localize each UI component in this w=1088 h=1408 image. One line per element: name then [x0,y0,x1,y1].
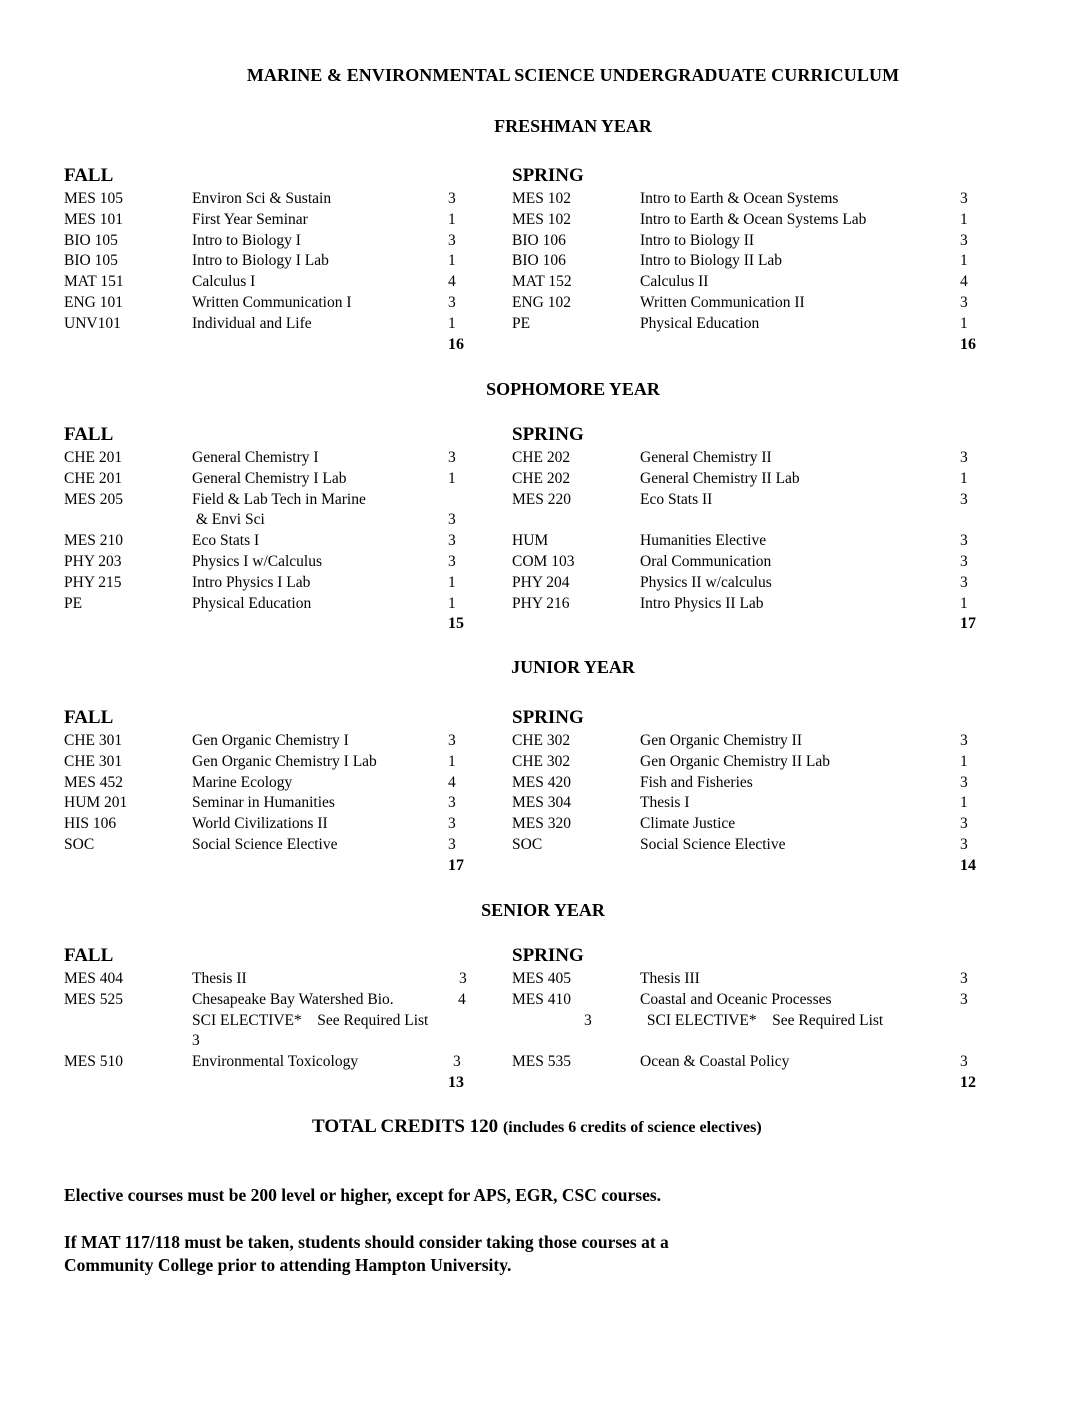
course-credits: 1 [960,469,968,487]
course-title: Humanities Elective [640,532,767,550]
course-code: CHE 301 [64,732,123,749]
course-title: Marine Ecology [192,773,293,791]
course-title: Environmental Toxicology [192,1053,359,1071]
course-code: MES 220 [512,490,571,508]
course-credits: 3 [448,190,456,207]
course-title: & Envi Sci [192,511,265,529]
year-heading: SENIOR YEAR [481,900,605,920]
course-code: MAT 151 [64,273,124,291]
course-code: UNV101 [64,314,121,332]
course-credits: 1 [448,573,456,591]
course-code: PHY 215 [64,573,122,591]
course-credits: 3 [960,815,968,833]
course-title: Written Communication I [192,294,352,311]
course-code: HIS 106 [64,815,117,833]
course-title: Intro to Earth & Ocean Systems Lab [640,210,867,228]
course-title: Intro to Biology I [192,231,301,249]
course-code: MES 452 [64,773,123,791]
course-credits: 1 [960,314,968,332]
course-credits: 3 [960,1053,968,1071]
course-code: PHY 204 [512,573,570,591]
course-code: MES 420 [512,773,571,791]
course-title: Physics I w/Calculus [192,553,323,570]
course-title: Eco Stats I [192,532,260,550]
course-code: CHE 302 [512,752,571,770]
course-title: Physical Education [192,594,312,612]
course-code: MES 410 [512,990,571,1008]
course-title: Calculus I [192,273,256,291]
course-credits: 1 [448,752,456,770]
spring-heading: SPRING [512,424,584,445]
course-code: PHY 203 [64,553,122,570]
course-credits: 3 [960,294,968,311]
mat-note-line-1: If MAT 117/118 must be taken, students should consider taking those courses at a [64,1232,669,1252]
course-title: Thesis I [640,794,690,812]
course-credits: 3 [448,553,456,570]
course-code: MES 404 [64,970,123,987]
course-code: BIO 106 [512,231,566,249]
spring-total-credits: 12 [960,1074,976,1091]
course-title: World Civilizations II [192,815,328,833]
course-credits: 4 [448,273,456,291]
course-title: SCI ELECTIVE* See Required List [643,1011,884,1029]
course-credits: 3 [960,732,968,749]
total-credits-label: TOTAL CREDITS 120 [312,1116,499,1137]
course-code: MES 205 [64,490,123,508]
course-title: Gen Organic Chemistry I [192,732,349,749]
course-title: Gen Organic Chemistry I Lab [192,752,377,770]
fall-total-credits: 16 [448,335,464,353]
course-title: SCI ELECTIVE* See Required List [192,1011,429,1029]
course-code: MES 525 [64,990,123,1008]
course-title: Coastal and Oceanic Processes [640,990,832,1008]
course-code: BIO 105 [64,252,118,270]
course-title: Ocean & Coastal Policy [640,1053,790,1071]
course-code: CHE 202 [512,469,571,487]
course-title: Gen Organic Chemistry II Lab [640,752,830,770]
course-title: Intro to Earth & Ocean Systems [640,190,839,207]
course-code: CHE 201 [64,449,123,466]
course-credits: 3 [448,732,456,749]
course-code: BIO 105 [64,231,118,249]
course-code: CHE 201 [64,469,123,487]
course-credits: 3 [960,836,968,853]
fall-heading: FALL [64,424,114,445]
course-code: MES 320 [512,815,571,833]
course-title: Seminar in Humanities [192,794,335,812]
total-credits [312,1116,762,1138]
elective-note: Elective courses must be 200 level or higher, except for APS, EGR, CSC courses. [64,1185,662,1205]
course-credits: 1 [448,252,456,270]
spring-heading: SPRING [512,165,584,186]
fall-total-credits: 15 [448,615,464,633]
course-credits: 3 [448,294,456,311]
course-code: BIO 106 [512,252,566,270]
course-code: ENG 101 [64,294,123,311]
course-title: Oral Communication [640,553,772,570]
fall-heading: FALL [64,945,114,966]
spring-heading: SPRING [512,707,584,728]
course-title: General Chemistry II Lab [640,469,800,487]
course-code: CHE 202 [512,449,571,466]
course-code: 3 [584,1011,592,1029]
course-credits: 1 [448,469,456,487]
course-title: Eco Stats II [640,490,713,508]
course-credits: 3 [448,511,456,529]
course-code: SOC [512,836,543,853]
course-credits: 3 [448,794,456,812]
course-credits: 1 [960,594,968,612]
course-credits: 3 [453,1053,461,1071]
course-credits: 1 [448,594,456,612]
course-title: Environ Sci & Sustain [192,190,332,207]
course-credits: 3 [960,449,968,466]
course-credits: 3 [960,190,968,207]
course-code: HUM [512,532,549,550]
year-heading: FRESHMAN YEAR [494,116,652,136]
course-title: Social Science Elective [192,836,338,853]
course-credits: 3 [960,970,968,987]
course-credits: 3 [459,970,467,987]
spring-total-credits: 17 [960,615,976,633]
course-code: MES 102 [512,210,571,228]
course-credits: 4 [960,273,968,291]
spring-total-credits: 14 [960,856,976,874]
course-credits: 3 [960,573,968,591]
course-code: MES 304 [512,794,571,812]
course-credits: 3 [448,231,456,249]
course-title: Intro to Biology II Lab [640,252,783,270]
course-code: MES 102 [512,190,571,207]
course-title: General Chemistry I Lab [192,469,347,487]
document-title: MARINE & ENVIRONMENTAL SCIENCE UNDERGRADUATE CURRICULUM [246,65,900,85]
course-code: ENG 102 [512,294,571,311]
course-title: General Chemistry II [640,449,772,466]
course-title: Physical Education [640,314,760,332]
total-credits-note: (includes 6 credits of science electives) [502,1119,762,1136]
spring-heading: SPRING [512,945,584,966]
course-credits: 4 [448,773,456,791]
course-code: MES 405 [512,970,571,987]
course-credits: 3 [960,773,968,791]
course-code: PHY 216 [512,594,570,612]
fall-total-credits: 13 [448,1074,464,1091]
course-credits: 1 [960,252,968,270]
course-title: 3 [192,1032,200,1050]
fall-heading: FALL [64,165,114,186]
course-code: MES 101 [64,210,123,228]
course-code: PE [64,594,83,612]
course-credits: 3 [448,449,456,466]
course-code: MES 535 [512,1053,571,1071]
course-code: PE [512,314,531,332]
course-credits: 3 [960,553,968,570]
course-title: Gen Organic Chemistry II [640,732,802,749]
year-heading: SOPHOMORE YEAR [486,379,660,399]
course-title: General Chemistry I [192,449,319,466]
course-title: First Year Seminar [192,210,308,228]
mat-note-line-2: Community College prior to attending Hampton University. [64,1255,512,1275]
fall-total-credits: 17 [448,856,464,874]
course-title: Intro to Biology II [640,231,755,249]
course-credits: 1 [960,794,968,812]
course-title: Climate Justice [640,815,736,833]
course-title: Intro Physics II Lab [640,594,764,612]
course-credits: 3 [960,231,968,249]
course-credits: 3 [448,836,456,853]
course-credits: 3 [960,532,968,550]
course-code: HUM 201 [64,794,128,812]
spring-total-credits: 16 [960,335,976,353]
course-title: Written Communication II [640,294,805,311]
course-title: Intro Physics I Lab [192,573,311,591]
course-title: Field & Lab Tech in Marine [192,490,366,508]
course-title: Thesis II [192,970,247,987]
course-credits: 1 [448,314,456,332]
course-code: CHE 301 [64,752,123,770]
course-credits: 1 [960,752,968,770]
course-code: MAT 152 [512,273,572,291]
course-credits: 1 [960,210,968,228]
course-title: Social Science Elective [640,836,786,853]
course-code: COM 103 [512,553,575,570]
course-credits: 3 [448,532,456,550]
course-code: SOC [64,836,95,853]
fall-heading: FALL [64,707,114,728]
course-credits: 3 [960,490,968,508]
course-title: Calculus II [640,273,709,291]
course-credits: 4 [458,990,466,1008]
course-credits: 1 [448,210,456,228]
course-code: MES 210 [64,532,123,550]
course-code: CHE 302 [512,732,571,749]
course-title: Intro to Biology I Lab [192,252,329,270]
course-title: Fish and Fisheries [640,773,753,791]
course-credits: 3 [960,990,968,1008]
course-code: MES 105 [64,190,123,207]
course-title: Chesapeake Bay Watershed Bio. [192,990,394,1008]
course-title: Thesis III [640,970,700,987]
course-code: MES 510 [64,1053,123,1071]
course-title: Physics II w/calculus [640,573,772,591]
course-credits: 3 [448,815,456,833]
course-title: Individual and Life [192,314,312,332]
year-heading: JUNIOR YEAR [511,657,635,677]
